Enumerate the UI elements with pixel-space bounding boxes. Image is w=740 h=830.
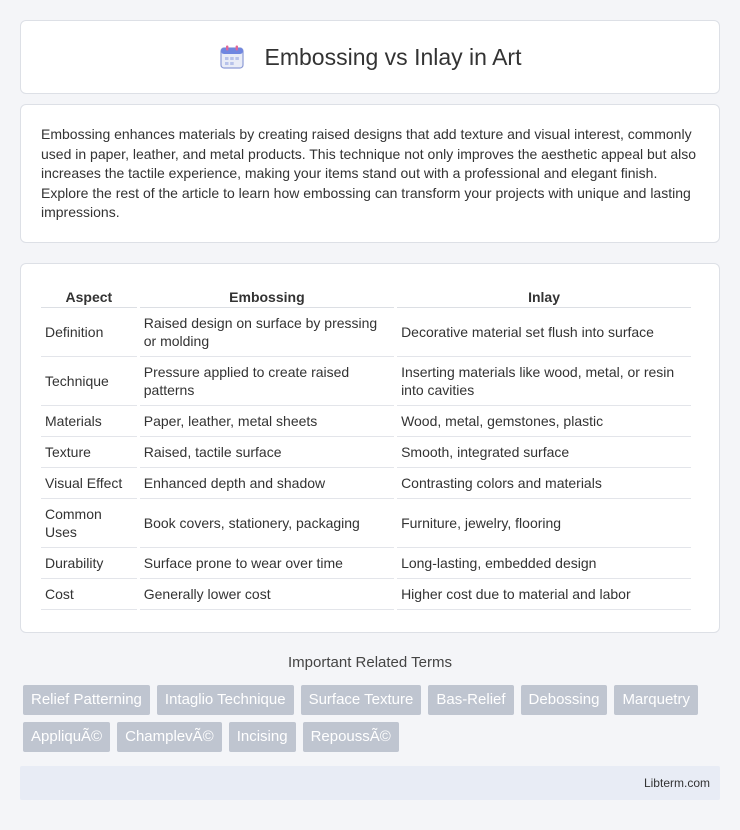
related-terms-title: Important Related Terms — [288, 654, 452, 671]
cell-aspect: Durability — [41, 548, 137, 579]
cell-embossing: Generally lower cost — [140, 579, 394, 610]
related-term-tag[interactable]: Intaglio Technique — [157, 685, 294, 715]
table-row — [41, 579, 691, 610]
related-term-tag[interactable]: Relief Patterning — [23, 685, 150, 715]
footer-site-link[interactable]: Libterm.com — [643, 776, 710, 790]
intro-text: Embossing enhances materials by creating raised designs that add texture and visual interest, commonly used in paper, leather, and metal products. This technique not only improves the aesthetic appeal but also increases the tactile experience, making your items stand out with a professional and elegant finish. Explore the rest of the article to learn how embossing can transform your projects with unique and lasting impressions. — [41, 126, 697, 220]
cell-embossing: Surface prone to wear over time — [140, 548, 394, 579]
related-terms-list — [23, 685, 723, 752]
cell-aspect: Materials — [41, 406, 137, 437]
page-title: Embossing vs Inlay in Art — [264, 43, 522, 70]
cell-inlay: Wood, metal, gemstones, plastic — [397, 406, 691, 437]
cell-aspect: Technique — [41, 357, 137, 406]
footer — [20, 766, 720, 800]
cell-embossing: Pressure applied to create raised patterns — [140, 357, 394, 406]
header-embossing: Embossing — [140, 286, 394, 308]
related-term-tag[interactable]: Surface Texture — [301, 685, 422, 715]
related-term-tag[interactable]: AppliquÃ© — [23, 722, 110, 752]
related-term-tag[interactable]: Incising — [229, 722, 296, 752]
cell-inlay: Decorative material set flush into surface — [397, 308, 691, 357]
page-header — [20, 20, 720, 94]
cell-inlay: Inserting materials like wood, metal, or resin into cavities — [397, 357, 691, 406]
cell-inlay: Contrasting colors and materials — [397, 468, 691, 499]
comparison-table — [38, 286, 694, 610]
table-row — [41, 437, 691, 468]
table-row — [41, 357, 691, 406]
header-aspect: Aspect — [41, 286, 137, 308]
cell-aspect: Texture — [41, 437, 137, 468]
cell-aspect: Common Uses — [41, 499, 137, 548]
cell-embossing: Book covers, stationery, packaging — [140, 499, 394, 548]
table-row — [41, 499, 691, 548]
cell-aspect: Visual Effect — [41, 468, 137, 499]
header-inlay: Inlay — [397, 286, 691, 308]
table-row — [41, 308, 691, 357]
cell-inlay: Higher cost due to material and labor — [397, 579, 691, 610]
intro-card — [20, 104, 720, 243]
cell-embossing: Raised, tactile surface — [140, 437, 394, 468]
cell-aspect: Cost — [41, 579, 137, 610]
table-row — [41, 468, 691, 499]
calendar-icon — [219, 44, 245, 70]
comparison-card — [20, 263, 720, 633]
cell-aspect: Definition — [41, 308, 137, 357]
related-term-tag[interactable]: Bas-Relief — [428, 685, 513, 715]
cell-embossing: Paper, leather, metal sheets — [140, 406, 394, 437]
table-row — [41, 406, 691, 437]
cell-inlay: Furniture, jewelry, flooring — [397, 499, 691, 548]
table-header-row — [41, 286, 691, 308]
cell-inlay: Long-lasting, embedded design — [397, 548, 691, 579]
cell-embossing: Enhanced depth and shadow — [140, 468, 394, 499]
cell-embossing: Raised design on surface by pressing or molding — [140, 308, 394, 357]
related-term-tag[interactable]: RepoussÃ© — [303, 722, 399, 752]
related-term-tag[interactable]: Marquetry — [614, 685, 698, 715]
table-row — [41, 548, 691, 579]
cell-inlay: Smooth, integrated surface — [397, 437, 691, 468]
related-term-tag[interactable]: Debossing — [521, 685, 608, 715]
related-term-tag[interactable]: ChamplevÃ© — [117, 722, 222, 752]
